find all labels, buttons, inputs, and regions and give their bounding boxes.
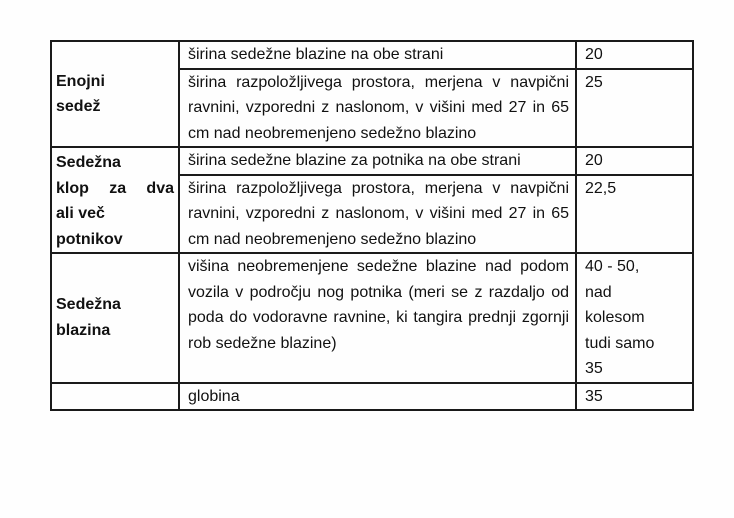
value-line: nad bbox=[585, 283, 612, 301]
category-line: klop za dva bbox=[56, 179, 174, 197]
value-line: tudi samo bbox=[585, 334, 655, 352]
category-line: blazina bbox=[56, 321, 111, 339]
category-line: ali več bbox=[56, 205, 105, 222]
value-line: 35 bbox=[585, 360, 603, 377]
category-line: Enojni bbox=[56, 72, 105, 90]
category-line: Sedežna bbox=[56, 296, 121, 314]
table-row bbox=[51, 253, 693, 383]
description-cell: širina sedežne blazine za potnika na obe strani bbox=[179, 147, 576, 175]
category-empty-cell bbox=[51, 383, 179, 411]
value-cell: 35 bbox=[576, 383, 693, 411]
category-seat-cushion bbox=[51, 253, 179, 383]
value-cell bbox=[576, 253, 693, 383]
table-row bbox=[51, 383, 693, 411]
description-cell: višina neobremenjene sedežne blazine nad podom vozila v področju nog potnika (meri se z razdaljo od poda do vodoravne ravnine, ki tangira prednji zgornji rob sedežne blazine) bbox=[179, 253, 576, 383]
seat-dimensions-table bbox=[50, 40, 694, 411]
description-cell: širina razpoložljivega prostora, merjena v navpični ravnini, vzporedni z naslonom, v višini med 27 in 65 cm nad neobremenjeno sedežno blazino bbox=[179, 175, 576, 254]
value-cell: 20 bbox=[576, 41, 693, 69]
category-single-seat bbox=[51, 41, 179, 147]
value-line: kolesom bbox=[585, 309, 645, 326]
value-cell: 20 bbox=[576, 147, 693, 175]
value-line: 40 - 50, bbox=[585, 258, 640, 275]
description-cell: širina razpoložljivega prostora, merjena v navpični ravnini, vzporedni z naslonom, v višini med 27 in 65 cm nad neobremenjeno sedežno blazino bbox=[179, 69, 576, 148]
table-row bbox=[51, 147, 693, 175]
table-row bbox=[51, 41, 693, 69]
value-cell: 25 bbox=[576, 69, 693, 148]
description-cell: širina sedežne blazine na obe strani bbox=[179, 41, 576, 69]
category-line: sedež bbox=[56, 98, 101, 115]
description-cell: globina bbox=[179, 383, 576, 411]
category-bench-seat bbox=[51, 147, 179, 253]
category-line: Sedežna bbox=[56, 154, 121, 171]
category-line: potnikov bbox=[56, 230, 123, 248]
value-cell: 22,5 bbox=[576, 175, 693, 254]
